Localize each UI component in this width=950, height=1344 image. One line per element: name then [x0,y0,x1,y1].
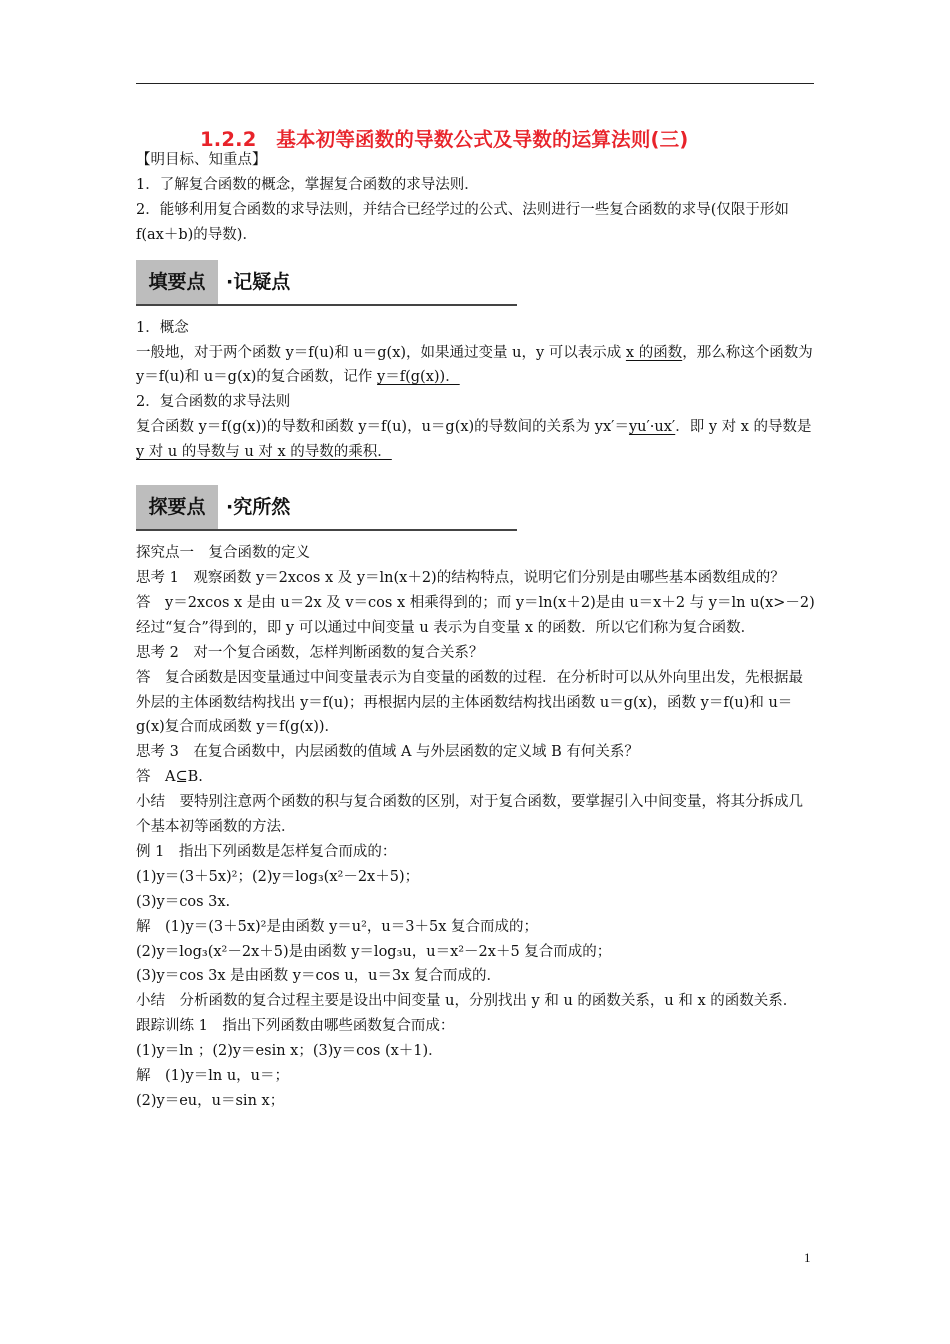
rule-text: ．即 y 对 x 的导数是 [675,419,812,436]
goal-item: 2．能够利用复合函数的求导法则，并结合已经学过的公式、法则进行一些复合函数的求导(仅限于形如 f(ax＋b)的导数)． [136,201,789,243]
example-heading: 例 1 指出下列函数是怎样复合而成的： [136,843,397,860]
solution-line: 解 (1)y＝(3＋5x)²是由函数 y＝u²，u＝3＋5x 复合而成的； [136,918,539,935]
solution-line: 解 (1)y＝ln u，u＝； [136,1068,289,1085]
summary-paragraph: 小结 分析函数的复合过程主要是设出中间变量 u，分别找出 y 和 u 的函数关系，u 和 x 的函数关系． [136,993,798,1010]
section-banner-subtitle: ·究所然 [226,496,291,519]
example-line: (1)y＝(3＋5x)²；(2)y＝log₃(x²－2x＋5)； [136,868,420,885]
goal-item: 1．了解复合函数的概念，掌握复合函数的求导法则． [136,176,479,193]
section-banner-underline [136,529,517,531]
goals-heading: 【明目标、知重点】 [136,152,267,168]
summary-paragraph: 小结 要特别注意两个函数的积与复合函数的区别，对于复合函数，要掌握引入中间变量，将其分拆成几个基本初等函数的方法． [136,794,803,836]
header-rule [136,83,814,84]
fill-blank: y＝f(g(x))． [377,369,460,386]
example-line: (3)y＝cos 3x. [136,893,231,910]
solution-line: (2)y＝eu，u＝sin x； [136,1093,285,1109]
section-banner-underline [136,304,517,306]
section-banner-label: 填要点 [136,260,218,304]
fill-blank: y 对 u 的导数与 u 对 x 的导数的乘积． [136,444,392,461]
concept-text: ，那么称这个函数为 y＝f(u)和 u＝g(x)的复合函数，记作 [136,344,813,386]
concept-text: 一般地，对于两个函数 y＝f(u)和 u＝g(x)，如果通过变量 u，y 可以表示成 [136,344,626,361]
page-title: 1.2.2 基本初等函数的导数公式及导数的运算法则(三) [200,128,689,151]
rule-text: 复合函数 y＝f(g(x))的导数和函数 y＝f(u)，u＝g(x)的导数间的关系为 yx′＝ [136,419,629,436]
think-question: 思考 1 观察函数 y＝2xcos x 及 y＝ln(x＋2)的结构特点，说明它们分别是由哪些基本函数组成的？ [136,569,785,586]
exercise-line: (1)y＝ln ；(2)y＝esin x；(3)y＝cos (x＋1)． [136,1043,443,1060]
page-number: 1 [804,1250,811,1265]
explore-heading: 探究点一 复合函数的定义 [136,545,310,562]
solution-line: (2)y＝log₃(x²－2x＋5)是由函数 y＝log₃u，u＝x²－2x＋5 复合而成的； [136,943,612,960]
concept-heading: 1．概念 [136,319,189,336]
think-question: 思考 2 对一个复合函数，怎样判断函数的复合关系？ [136,644,484,661]
answer-paragraph: 答 y＝2xcos x 是由 u＝2x 及 v＝cos x 相乘得到的；而 y＝ln(x＋2)是由 u＝x＋2 与 y＝ln u(x>－2)经过“复合”得到的，即 y 可以通过中间变量 u 表示为自变量 x 的函数．所以它们称为复合函数． [136,594,815,636]
fill-blank: yu′·ux′ [628,419,676,436]
rule-heading: 2．复合函数的求导法则 [136,394,291,411]
section-banner-label: 探要点 [136,485,218,529]
think-question: 思考 3 在复合函数中，内层函数的值域 A 与外层函数的定义域 B 有何关系？ [136,744,639,761]
fill-blank: x 的函数 [625,344,683,361]
solution-line: (3)y＝cos 3x 是由函数 y＝cos u，u＝3x 复合而成的． [136,968,502,985]
section-banner-subtitle: ·记疑点 [226,270,291,293]
answer-paragraph: 答 A⊆B. [136,769,203,786]
answer-paragraph: 答 复合函数是因变量通过中间变量表示为自变量的函数的过程．在分析时可以从外向里出发，先根据最外层的主体函数结构找出 y＝f(u)；再根据内层的主体函数结构找出函数 u＝g(x)，函数 y＝f(u)和 u＝g(x)复合而成函数 y＝f(g(x))． [136,669,803,736]
exercise-heading: 跟踪训练 1 指出下列函数由哪些函数复合而成： [136,1018,455,1035]
section-banner-explore [136,485,516,531]
rule-paragraph [136,415,816,465]
section-banner-fill-points [136,260,516,306]
document-body [136,148,816,1114]
concept-paragraph [136,341,816,391]
